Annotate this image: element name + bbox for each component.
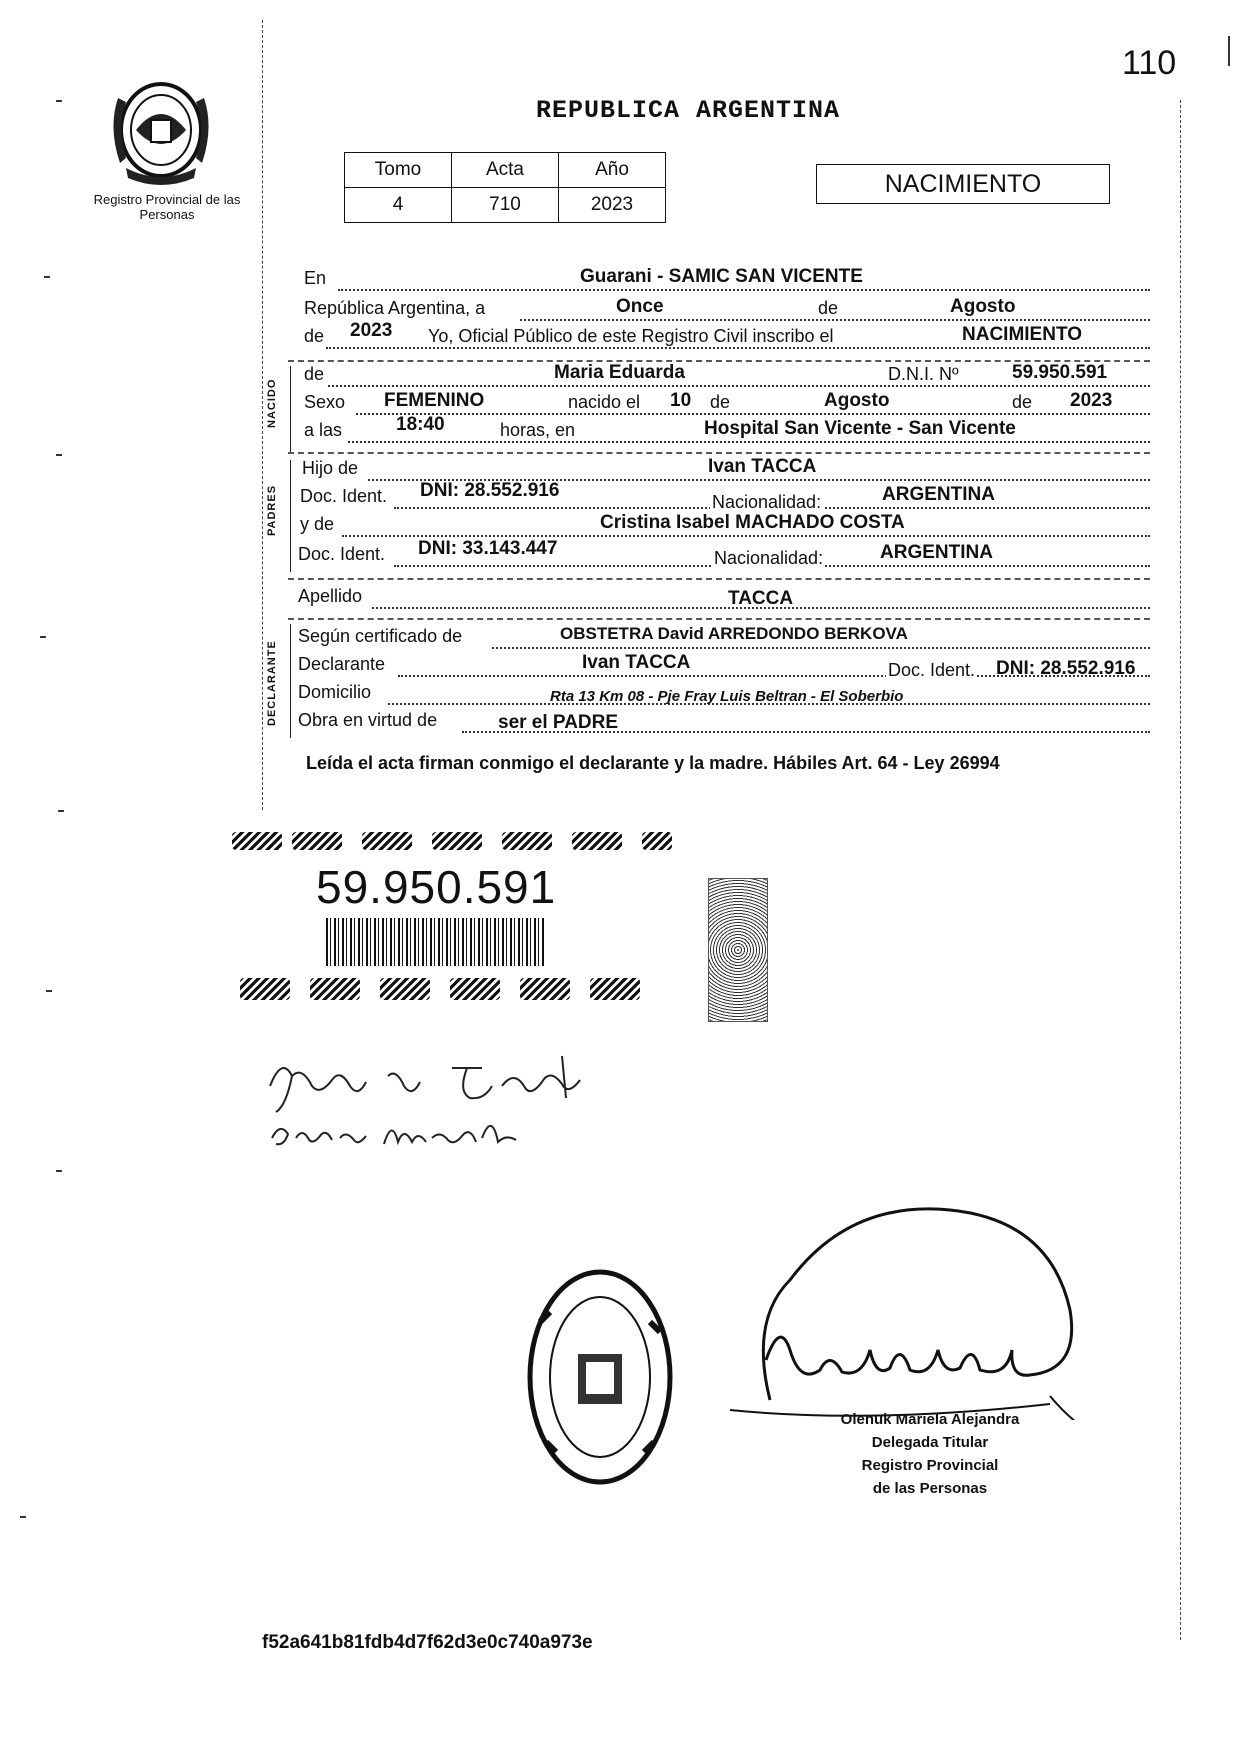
label-nac-mother: Nacionalidad:	[714, 548, 824, 568]
header-tomo: Tomo	[345, 153, 452, 188]
official-org2: de las Personas	[872, 1480, 988, 1497]
hospital-stamp	[520, 1262, 680, 1497]
hologram	[708, 878, 768, 1022]
value-ano: 2023	[559, 188, 666, 223]
section-padres: PADRES	[266, 484, 278, 536]
official-org1: Registro Provincial	[861, 1457, 999, 1474]
label-inscribo: Yo, Oficial Público de este Registro Civil inscribo el	[428, 326, 834, 346]
label-dni: D.N.I. Nº	[888, 364, 959, 384]
row-nombre	[298, 364, 1150, 392]
label-republica: República Argentina, a	[304, 298, 486, 318]
value-tomo: 4	[345, 188, 452, 223]
row-declarante	[298, 654, 1150, 682]
header-acta: Acta	[452, 153, 559, 188]
label-obra: Obra en virtud de	[298, 710, 438, 730]
right-margin-line	[1180, 100, 1181, 1640]
row-domicilio	[298, 682, 1150, 710]
label-yde: y de	[300, 514, 335, 534]
label-doc-mother: Doc. Ident.	[298, 544, 386, 564]
scan-mark	[20, 1516, 26, 1518]
scan-mark	[56, 100, 62, 102]
value-segun: OBSTETRA David ARREDONDO BERKOVA	[560, 624, 908, 643]
official-block	[810, 1408, 1050, 1500]
row-obra	[298, 710, 1150, 738]
sticker-dni-number: 59.950.591	[316, 861, 557, 913]
scan-mark	[44, 276, 50, 278]
nacido-bracket	[290, 366, 291, 454]
page-number: 110	[1122, 44, 1177, 82]
separator	[288, 618, 1150, 620]
separator	[288, 452, 1150, 454]
closing-text: Leída el acta firman conmigo el declarante y la madre. Hábiles Art. 64 - Ley 26994	[306, 753, 1000, 773]
value-father-nat: ARGENTINA	[882, 484, 995, 505]
value-birth-year: 2023	[1070, 390, 1113, 411]
value-birth-month: Agosto	[824, 390, 890, 411]
record-table	[344, 152, 666, 223]
label-apellido: Apellido	[298, 586, 363, 606]
value-acta: 710	[452, 188, 559, 223]
value-time: 18:40	[396, 414, 445, 435]
label-de-birth: de	[710, 392, 731, 412]
official-role: Delegada Titular	[871, 1434, 989, 1451]
value-sexo: FEMENINO	[384, 390, 485, 411]
section-declarante: DECLARANTE	[266, 640, 278, 726]
label-doc-declarante: Doc. Ident.	[888, 660, 976, 680]
mother-signature	[266, 1108, 526, 1163]
section-nacido: NACIDO	[266, 378, 278, 428]
label-segun: Según certificado de	[298, 626, 463, 646]
value-en: Guarani - SAMIC SAN VICENTE	[580, 266, 863, 287]
row-en	[298, 268, 1150, 296]
record-type-box: NACIMIENTO	[816, 164, 1110, 204]
barcode	[326, 918, 546, 966]
label-horas: horas, en	[500, 420, 576, 440]
value-month: Agosto	[950, 296, 1016, 317]
official-signature	[710, 1200, 1110, 1425]
logo-caption: Registro Provincial de las Personas	[93, 192, 241, 222]
row-inscribo	[298, 320, 1150, 354]
value-father: Ivan TACCA	[708, 456, 817, 477]
scan-mark	[56, 454, 62, 456]
padres-bracket	[290, 460, 291, 572]
value-domicilio: Rta 13 Km 08 - Pje Fray Luis Beltran - El Soberbio	[550, 688, 904, 705]
scan-mark	[40, 636, 46, 638]
value-declarante-doc: DNI: 28.552.916	[996, 658, 1136, 679]
value-place: Hospital San Vicente - San Vicente	[704, 418, 1016, 439]
separator	[288, 578, 1150, 580]
label-alas: a las	[304, 420, 343, 440]
declarante-bracket	[290, 624, 291, 738]
value-mother-doc: DNI: 33.143.447	[418, 538, 558, 559]
label-de-year: de	[304, 326, 325, 346]
value-father-doc: DNI: 28.552.916	[420, 480, 560, 501]
value-birth-day: 10	[670, 390, 692, 411]
label-declarante: Declarante	[298, 654, 386, 674]
label-de-birthyear: de	[1012, 392, 1033, 412]
value-dni: 59.950.591	[1012, 362, 1108, 383]
header-ano: Año	[559, 153, 666, 188]
value-apellido: TACCA	[728, 588, 794, 609]
row-fecha	[298, 298, 1150, 326]
row-apellido	[298, 586, 1150, 614]
label-de-month: de	[818, 298, 839, 318]
label-nacido: nacido el	[568, 392, 641, 412]
label-doc-father: Doc. Ident.	[300, 486, 388, 506]
value-day-words: Once	[616, 296, 664, 317]
row-padre-doc	[298, 480, 1150, 514]
label-domicilio: Domicilio	[298, 682, 372, 702]
label-nac-father: Nacionalidad:	[712, 492, 822, 512]
value-obra: ser el PADRE	[498, 712, 619, 733]
scan-mark	[1228, 36, 1230, 66]
value-year: 2023	[350, 320, 393, 341]
label-hijo: Hijo de	[302, 458, 359, 478]
official-name: Olenuk Mariela Alejandra	[840, 1411, 1020, 1428]
registry-logo	[96, 68, 246, 193]
label-name: de	[304, 364, 325, 384]
value-mother: Cristina Isabel MACHADO COSTA	[600, 512, 905, 533]
scan-mark	[46, 990, 52, 992]
margin-line	[262, 20, 263, 810]
document-title: REPUBLICA ARGENTINA	[536, 96, 841, 125]
value-name: Maria Eduarda	[554, 362, 685, 383]
row-madre-doc	[298, 538, 1150, 572]
label-en: En	[304, 268, 327, 288]
label-sexo: Sexo	[304, 392, 346, 412]
row-certificado	[298, 626, 1150, 654]
document-hash: f52a641b81fdb4d7f62d3e0c740a973e	[262, 1632, 593, 1653]
row-hora	[298, 414, 1150, 448]
value-inscribo: NACIMIENTO	[962, 324, 1082, 345]
value-mother-nat: ARGENTINA	[880, 542, 993, 563]
value-declarante: Ivan TACCA	[582, 652, 691, 673]
scan-mark	[56, 1170, 62, 1172]
scan-mark	[58, 810, 64, 812]
